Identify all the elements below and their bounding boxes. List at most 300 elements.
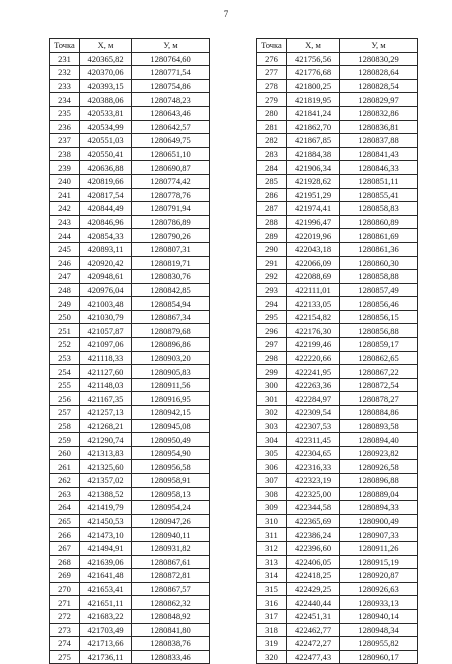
cell-y: 1280905,83 — [132, 365, 210, 379]
table-row — [257, 501, 418, 515]
cell-point: 263 — [50, 487, 80, 501]
cell-point: 273 — [50, 623, 80, 637]
table-row — [257, 106, 418, 120]
cell-point: 276 — [257, 52, 287, 66]
header-x: X, м — [80, 39, 132, 53]
cell-x: 422220,66 — [287, 351, 340, 365]
cell-point: 232 — [50, 66, 80, 80]
cell-y: 1280920,87 — [340, 569, 418, 583]
cell-x: 421268,21 — [80, 419, 132, 433]
table-row — [257, 582, 418, 596]
cell-point: 249 — [50, 297, 80, 311]
table-row — [50, 202, 210, 216]
cell-x: 422396,60 — [287, 541, 340, 555]
cell-x: 422309,54 — [287, 406, 340, 420]
table-row — [50, 351, 210, 365]
cell-point: 280 — [257, 106, 287, 120]
cell-point: 300 — [257, 378, 287, 392]
cell-y: 1280828,54 — [340, 79, 418, 93]
table-row — [257, 637, 418, 651]
cell-y: 1280933,13 — [340, 596, 418, 610]
cell-point: 268 — [50, 555, 80, 569]
table-row — [50, 392, 210, 406]
cell-y: 1280829,97 — [340, 93, 418, 107]
cell-y: 1280855,41 — [340, 188, 418, 202]
cell-x: 420534,99 — [80, 120, 132, 134]
cell-x: 421884,38 — [287, 147, 340, 161]
cell-y: 1280931,82 — [132, 541, 210, 555]
table-row — [257, 283, 418, 297]
cell-point: 256 — [50, 392, 80, 406]
table-row — [257, 419, 418, 433]
table-row — [50, 161, 210, 175]
cell-x: 421357,02 — [80, 474, 132, 488]
cell-point: 310 — [257, 514, 287, 528]
cell-point: 315 — [257, 582, 287, 596]
cell-y: 1280764,60 — [132, 52, 210, 66]
cell-point: 231 — [50, 52, 80, 66]
cell-x: 421257,13 — [80, 406, 132, 420]
cell-x: 422462,77 — [287, 623, 340, 637]
table-row — [257, 161, 418, 175]
cell-x: 421800,25 — [287, 79, 340, 93]
cell-y: 1280860,89 — [340, 215, 418, 229]
cell-x: 421127,60 — [80, 365, 132, 379]
table-row — [50, 650, 210, 664]
cell-point: 241 — [50, 188, 80, 202]
cell-point: 235 — [50, 106, 80, 120]
cell-y: 1280856,46 — [340, 297, 418, 311]
table-row — [257, 66, 418, 80]
cell-y: 1280907,33 — [340, 528, 418, 542]
table-row — [50, 596, 210, 610]
cell-y: 1280947,26 — [132, 514, 210, 528]
table-row — [257, 378, 418, 392]
cell-point: 250 — [50, 310, 80, 324]
coordinates-table-left — [49, 38, 210, 664]
cell-point: 281 — [257, 120, 287, 134]
table-row — [257, 174, 418, 188]
table-row — [50, 460, 210, 474]
cell-y: 1280848,92 — [132, 609, 210, 623]
cell-point: 312 — [257, 541, 287, 555]
cell-y: 1280860,30 — [340, 256, 418, 270]
header-point: Точка — [50, 39, 80, 53]
cell-x: 422316,33 — [287, 460, 340, 474]
table-row — [257, 474, 418, 488]
table-row — [257, 351, 418, 365]
cell-y: 1280916,95 — [132, 392, 210, 406]
cell-y: 1280643,46 — [132, 106, 210, 120]
cell-x: 421494,91 — [80, 541, 132, 555]
cell-y: 1280836,81 — [340, 120, 418, 134]
cell-x: 422199,46 — [287, 338, 340, 352]
cell-y: 1280841,80 — [132, 623, 210, 637]
table-row — [50, 406, 210, 420]
cell-x: 422066,09 — [287, 256, 340, 270]
table-row — [50, 378, 210, 392]
cell-x: 421003,48 — [80, 297, 132, 311]
cell-x: 421639,06 — [80, 555, 132, 569]
cell-y: 1280830,76 — [132, 270, 210, 284]
cell-y: 1280771,54 — [132, 66, 210, 80]
cell-y: 1280791,94 — [132, 202, 210, 216]
cell-y: 1280858,88 — [340, 270, 418, 284]
table-row — [257, 569, 418, 583]
cell-x: 422311,45 — [287, 433, 340, 447]
cell-x: 420976,04 — [80, 283, 132, 297]
cell-point: 316 — [257, 596, 287, 610]
cell-x: 422088,69 — [287, 270, 340, 284]
cell-y: 1280878,27 — [340, 392, 418, 406]
cell-x: 422325,00 — [287, 487, 340, 501]
table-row — [257, 242, 418, 256]
cell-point: 259 — [50, 433, 80, 447]
cell-x: 422429,25 — [287, 582, 340, 596]
table-row — [50, 270, 210, 284]
cell-x: 421419,79 — [80, 501, 132, 515]
table-row — [257, 310, 418, 324]
cell-point: 303 — [257, 419, 287, 433]
coordinates-table-right — [256, 38, 418, 664]
cell-point: 261 — [50, 460, 80, 474]
table-row — [50, 52, 210, 66]
cell-x: 421776,68 — [287, 66, 340, 80]
cell-point: 299 — [257, 365, 287, 379]
table-row — [257, 188, 418, 202]
table-row — [257, 514, 418, 528]
cell-y: 1280867,61 — [132, 555, 210, 569]
cell-point: 278 — [257, 79, 287, 93]
cell-y: 1280950,49 — [132, 433, 210, 447]
table-row — [257, 134, 418, 148]
table-row — [257, 609, 418, 623]
cell-point: 260 — [50, 446, 80, 460]
table-row — [50, 283, 210, 297]
table-row — [257, 202, 418, 216]
cell-x: 421097,06 — [80, 338, 132, 352]
cell-x: 420893,11 — [80, 242, 132, 256]
cell-point: 318 — [257, 623, 287, 637]
table-row — [50, 93, 210, 107]
cell-y: 1280854,94 — [132, 297, 210, 311]
cell-point: 237 — [50, 134, 80, 148]
cell-x: 422307,53 — [287, 419, 340, 433]
cell-x: 422406,05 — [287, 555, 340, 569]
cell-x: 420846,96 — [80, 215, 132, 229]
cell-x: 422019,96 — [287, 229, 340, 243]
cell-y: 1280958,13 — [132, 487, 210, 501]
cell-y: 1280858,83 — [340, 202, 418, 216]
table-row — [50, 419, 210, 433]
cell-point: 317 — [257, 609, 287, 623]
cell-y: 1280838,76 — [132, 637, 210, 651]
header-y: У, м — [132, 39, 210, 53]
cell-y: 1280867,22 — [340, 365, 418, 379]
cell-x: 422304,65 — [287, 446, 340, 460]
cell-y: 1280754,86 — [132, 79, 210, 93]
cell-y: 1280642,57 — [132, 120, 210, 134]
cell-y: 1280896,88 — [340, 474, 418, 488]
table-row — [50, 147, 210, 161]
cell-point: 298 — [257, 351, 287, 365]
cell-y: 1280786,89 — [132, 215, 210, 229]
cell-x: 421651,11 — [80, 596, 132, 610]
cell-y: 1280833,46 — [132, 650, 210, 664]
cell-y: 1280926,58 — [340, 460, 418, 474]
cell-y: 1280896,86 — [132, 338, 210, 352]
cell-point: 286 — [257, 188, 287, 202]
cell-x: 421148,03 — [80, 378, 132, 392]
cell-x: 421841,24 — [287, 106, 340, 120]
cell-point: 254 — [50, 365, 80, 379]
cell-y: 1280778,76 — [132, 188, 210, 202]
cell-point: 285 — [257, 174, 287, 188]
table-row — [50, 242, 210, 256]
cell-x: 421057,87 — [80, 324, 132, 338]
cell-point: 294 — [257, 297, 287, 311]
table-row — [257, 623, 418, 637]
cell-point: 313 — [257, 555, 287, 569]
table-row — [257, 297, 418, 311]
cell-point: 269 — [50, 569, 80, 583]
cell-y: 1280851,11 — [340, 174, 418, 188]
cell-point: 239 — [50, 161, 80, 175]
table-row — [50, 514, 210, 528]
cell-y: 1280960,17 — [340, 650, 418, 664]
table-row — [50, 215, 210, 229]
cell-y: 1280872,54 — [340, 378, 418, 392]
cell-point: 264 — [50, 501, 80, 515]
cell-x: 422477,43 — [287, 650, 340, 664]
cell-y: 1280856,88 — [340, 324, 418, 338]
table-row — [257, 338, 418, 352]
cell-x: 421030,79 — [80, 310, 132, 324]
cell-point: 244 — [50, 229, 80, 243]
cell-x: 422386,24 — [287, 528, 340, 542]
cell-point: 287 — [257, 202, 287, 216]
cell-y: 1280893,58 — [340, 419, 418, 433]
cell-point: 274 — [50, 637, 80, 651]
cell-y: 1280884,86 — [340, 406, 418, 420]
table-row — [50, 256, 210, 270]
cell-y: 1280879,68 — [132, 324, 210, 338]
table-row — [50, 324, 210, 338]
cell-y: 1280867,34 — [132, 310, 210, 324]
cell-x: 420948,61 — [80, 270, 132, 284]
table-row — [50, 528, 210, 542]
cell-x: 422111,01 — [287, 283, 340, 297]
header-point: Точка — [257, 39, 287, 53]
table-row — [50, 446, 210, 460]
table-header-row — [50, 39, 210, 53]
cell-x: 422263,36 — [287, 378, 340, 392]
cell-x: 421641,48 — [80, 569, 132, 583]
table-row — [257, 406, 418, 420]
table-row — [50, 365, 210, 379]
cell-point: 240 — [50, 174, 80, 188]
cell-y: 1280649,75 — [132, 134, 210, 148]
cell-x: 422284,97 — [287, 392, 340, 406]
cell-x: 421388,52 — [80, 487, 132, 501]
cell-point: 245 — [50, 242, 80, 256]
cell-x: 422365,69 — [287, 514, 340, 528]
table-row — [257, 528, 418, 542]
table-row — [50, 120, 210, 134]
cell-point: 314 — [257, 569, 287, 583]
table-row — [50, 609, 210, 623]
cell-x: 421473,10 — [80, 528, 132, 542]
cell-y: 1280832,86 — [340, 106, 418, 120]
cell-x: 422440,44 — [287, 596, 340, 610]
cell-y: 1280837,88 — [340, 134, 418, 148]
cell-x: 420844,49 — [80, 202, 132, 216]
header-y: У, м — [340, 39, 418, 53]
cell-point: 234 — [50, 93, 80, 107]
cell-y: 1280926,63 — [340, 582, 418, 596]
table-row — [257, 555, 418, 569]
table-row — [50, 79, 210, 93]
table-row — [257, 650, 418, 664]
table-row — [257, 446, 418, 460]
table-row — [257, 147, 418, 161]
cell-y: 1280748,23 — [132, 93, 210, 107]
cell-y: 1280911,26 — [340, 541, 418, 555]
cell-x: 422418,25 — [287, 569, 340, 583]
table-row — [257, 256, 418, 270]
cell-x: 421756,56 — [287, 52, 340, 66]
header-x: X, м — [287, 39, 340, 53]
cell-y: 1280857,49 — [340, 283, 418, 297]
table-row — [50, 188, 210, 202]
cell-x: 421996,47 — [287, 215, 340, 229]
cell-x: 421325,60 — [80, 460, 132, 474]
cell-point: 266 — [50, 528, 80, 542]
cell-point: 311 — [257, 528, 287, 542]
cell-point: 308 — [257, 487, 287, 501]
cell-point: 301 — [257, 392, 287, 406]
cell-x: 420817,54 — [80, 188, 132, 202]
cell-y: 1280862,32 — [132, 596, 210, 610]
cell-x: 422176,30 — [287, 324, 340, 338]
cell-point: 243 — [50, 215, 80, 229]
cell-x: 422133,05 — [287, 297, 340, 311]
cell-x: 421653,41 — [80, 582, 132, 596]
cell-y: 1280830,29 — [340, 52, 418, 66]
cell-x: 420550,41 — [80, 147, 132, 161]
cell-y: 1280915,19 — [340, 555, 418, 569]
table-row — [50, 134, 210, 148]
cell-y: 1280774,42 — [132, 174, 210, 188]
cell-x: 421313,83 — [80, 446, 132, 460]
cell-y: 1280942,15 — [132, 406, 210, 420]
cell-point: 291 — [257, 256, 287, 270]
cell-y: 1280867,57 — [132, 582, 210, 596]
table-row — [257, 365, 418, 379]
cell-x: 422451,31 — [287, 609, 340, 623]
cell-x: 421867,85 — [287, 134, 340, 148]
cell-point: 307 — [257, 474, 287, 488]
cell-point: 247 — [50, 270, 80, 284]
cell-x: 420854,33 — [80, 229, 132, 243]
cell-x: 421736,11 — [80, 650, 132, 664]
cell-x: 421862,70 — [287, 120, 340, 134]
cell-y: 1280862,65 — [340, 351, 418, 365]
cell-x: 421906,34 — [287, 161, 340, 175]
cell-y: 1280861,69 — [340, 229, 418, 243]
cell-point: 272 — [50, 609, 80, 623]
table-row — [50, 174, 210, 188]
cell-y: 1280828,64 — [340, 66, 418, 80]
cell-point: 296 — [257, 324, 287, 338]
cell-x: 422344,58 — [287, 501, 340, 515]
cell-x: 422154,82 — [287, 310, 340, 324]
cell-point: 253 — [50, 351, 80, 365]
cell-y: 1280790,26 — [132, 229, 210, 243]
cell-y: 1280861,36 — [340, 242, 418, 256]
cell-x: 420636,88 — [80, 161, 132, 175]
table-row — [50, 569, 210, 583]
cell-y: 1280894,40 — [340, 433, 418, 447]
cell-point: 292 — [257, 270, 287, 284]
table-row — [257, 487, 418, 501]
cell-y: 1280945,08 — [132, 419, 210, 433]
cell-x: 421974,41 — [287, 202, 340, 216]
cell-point: 279 — [257, 93, 287, 107]
cell-point: 267 — [50, 541, 80, 555]
cell-x: 421713,66 — [80, 637, 132, 651]
cell-x: 421118,33 — [80, 351, 132, 365]
cell-x: 422472,27 — [287, 637, 340, 651]
table-row — [50, 541, 210, 555]
page-number: 7 — [223, 9, 229, 19]
table-row — [50, 106, 210, 120]
table-row — [50, 310, 210, 324]
cell-x: 422043,18 — [287, 242, 340, 256]
table-row — [257, 215, 418, 229]
cell-point: 304 — [257, 433, 287, 447]
cell-point: 242 — [50, 202, 80, 216]
cell-point: 236 — [50, 120, 80, 134]
table-row — [257, 93, 418, 107]
cell-y: 1280846,33 — [340, 161, 418, 175]
table-row — [257, 433, 418, 447]
cell-point: 293 — [257, 283, 287, 297]
table-row — [50, 555, 210, 569]
cell-y: 1280894,33 — [340, 501, 418, 515]
cell-y: 1280903,20 — [132, 351, 210, 365]
cell-y: 1280819,71 — [132, 256, 210, 270]
cell-y: 1280856,15 — [340, 310, 418, 324]
cell-point: 320 — [257, 650, 287, 664]
cell-y: 1280889,04 — [340, 487, 418, 501]
table-row — [257, 120, 418, 134]
cell-point: 302 — [257, 406, 287, 420]
cell-y: 1280872,81 — [132, 569, 210, 583]
cell-y: 1280923,82 — [340, 446, 418, 460]
cell-point: 257 — [50, 406, 80, 420]
cell-y: 1280940,14 — [340, 609, 418, 623]
cell-point: 277 — [257, 66, 287, 80]
cell-point: 284 — [257, 161, 287, 175]
cell-point: 271 — [50, 596, 80, 610]
table-row — [257, 460, 418, 474]
table-row — [257, 541, 418, 555]
cell-point: 295 — [257, 310, 287, 324]
cell-y: 1280948,34 — [340, 623, 418, 637]
cell-x: 421819,95 — [287, 93, 340, 107]
cell-point: 255 — [50, 378, 80, 392]
